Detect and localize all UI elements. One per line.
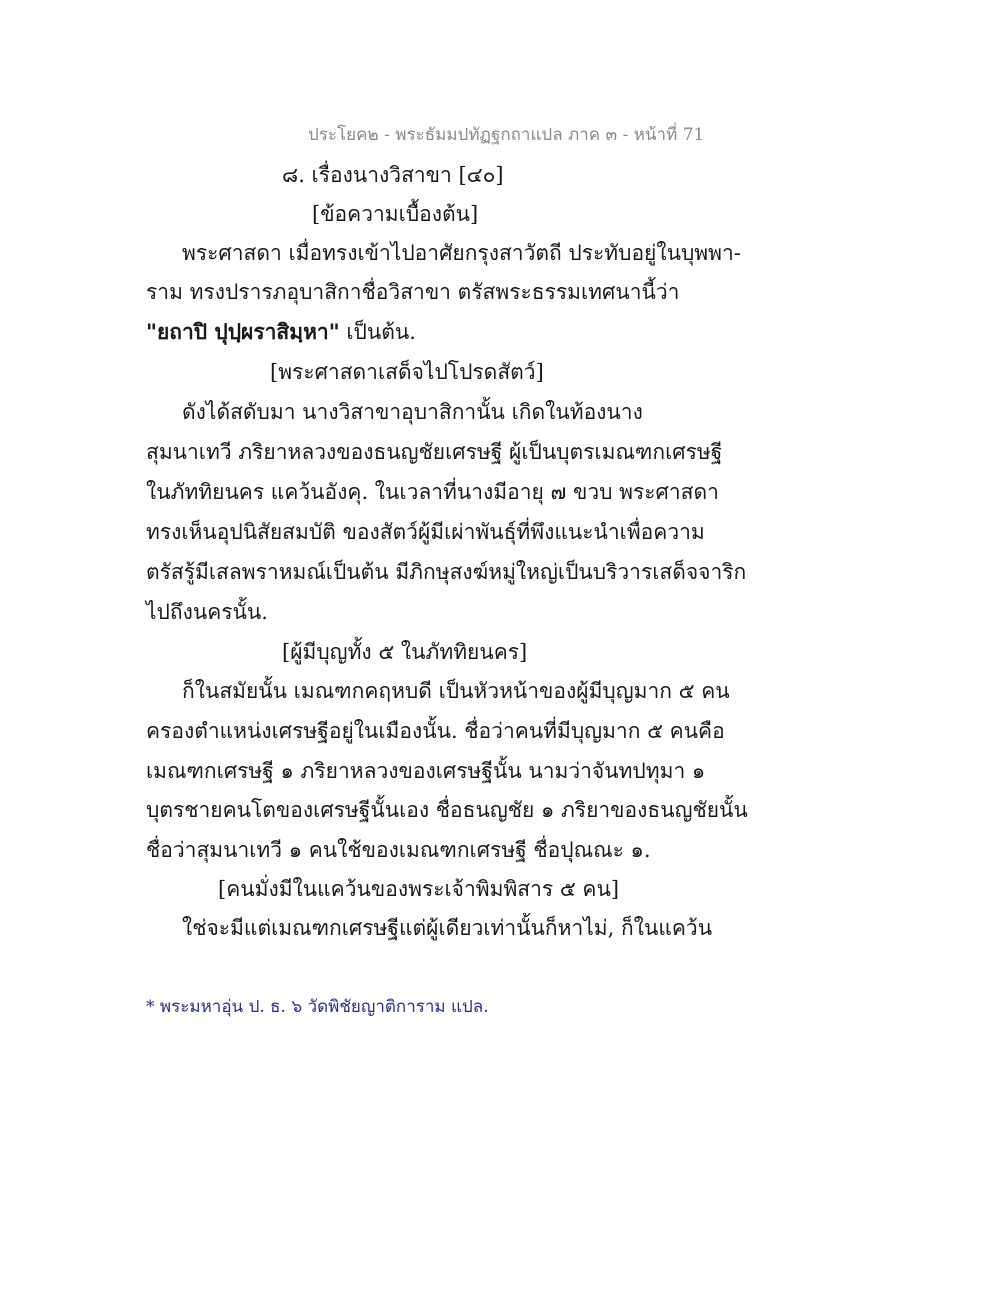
paragraph-line: ครองตำแหน่งเศรษฐีอยู่ในเมืองนั้น. ชื่อว่าคนที่มีบุญมาก ๕ คนคือ [146,719,725,743]
paragraph-line: บุตรชายคนโตของเศรษฐีนั้นเอง ชื่อธนญชัย ๑ ภริยาของธนญชัยนั้น [146,798,748,822]
paragraph-line: เมณฑกเศรษฐี ๑ ภริยาหลวงของเศรษฐีนั้น นามว่าจันทปทุมา ๑ [146,759,706,783]
paragraph-line: ไปถึงนครนั้น. [146,600,268,624]
paragraph-line: ก็ในสมัยนั้น เมณฑกคฤหบดี เป็นหัวหน้าของผู้มีบุญมาก ๕ คน [182,679,730,703]
story-title: ๘. เรื่องนางวิสาขา [๔๐] [282,163,504,187]
paragraph-line: ดังได้สดับมา นางวิสาขาอุบาสิกานั้น เกิดในท้องนาง [182,400,643,424]
quote-tail: เป็นต้น. [346,320,416,344]
section-heading: [คนมั่งมีในแคว้นของพระเจ้าพิมพิสาร ๕ คน] [218,877,620,901]
paragraph-line: ใช่จะมีแต่เมณฑกเศรษฐีแต่ผู้เดียวเท่านั้นก็หาไม่, ก็ในแคว้น [182,916,713,940]
footnote: * พระมหาอุ่น ป. ธ. ๖ วัดพิชัยญาติการาม แปล. [146,997,489,1017]
paragraph-line: ในภัททิยนคร แคว้นอังคุ. ในเวลาที่นางมีอายุ ๗ ขวบ พระศาสดา [146,480,719,504]
pali-quote: "ยถาปิ ปุปฺผราสิมฺหา" [146,319,340,344]
section-heading: [ข้อความเบื้องต้น] [312,202,479,226]
paragraph-line: สุมนาเทวี ภริยาหลวงของธนญชัยเศรษฐี ผู้เป็นบุตรเมณฑกเศรษฐี [146,440,723,464]
section-heading: [ผู้มีบุญทั้ง ๕ ในภัททิยนคร] [282,640,528,664]
paragraph-line [146,317,416,347]
paragraph-line: ชื่อว่าสุมนาเทวี ๑ คนใช้ของเมณฑกเศรษฐี ชื่อปุณณะ ๑. [146,838,651,862]
paragraph-line: ตรัสรู้มีเสลพราหมณ์เป็นต้น มีภิกษุสงฆ์หมู่ใหญ่เป็นบริวารเสด็จจาริก [146,560,747,584]
paragraph-line: ราม ทรงปรารภอุบาสิกาชื่อวิสาขา ตรัสพระธรรมเทศนานี้ว่า [146,280,680,304]
paragraph-line: ทรงเห็นอุปนิสัยสมบัติ ของสัตว์ผู้มีเผ่าพันธุ์ที่พึงแนะนำเพื่อความ [146,520,705,544]
paragraph-line: พระศาสดา เมื่อทรงเข้าไปอาศัยกรุงสาวัตถี ประทับอยู่ในบุพพา- [182,241,741,265]
running-header: ประโยค๒ - พระธัมมปทัฏฐกถาแปล ภาค ๓ - หน้าที่ 71 [308,125,705,145]
section-heading: [พระศาสดาเสด็จไปโปรดสัตว์] [270,360,544,384]
